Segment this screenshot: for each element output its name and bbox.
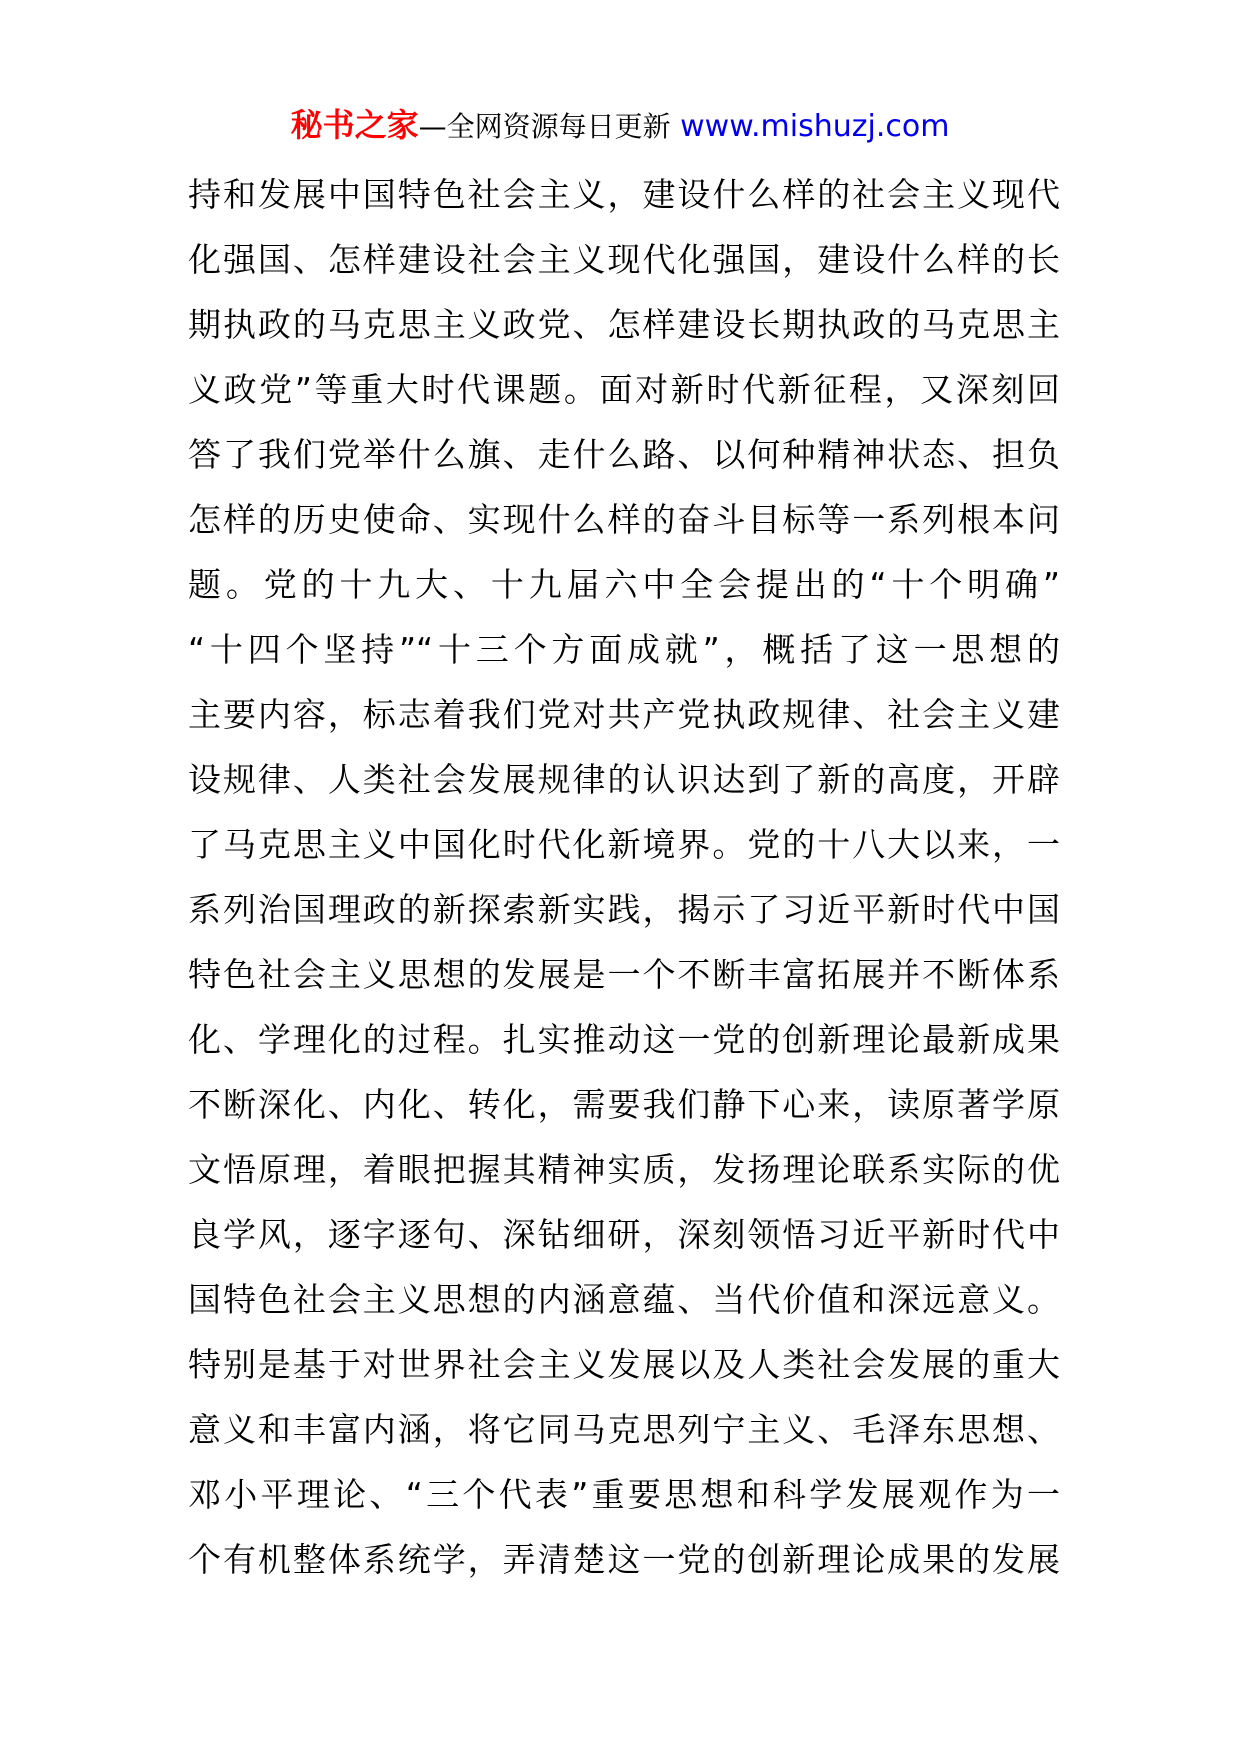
text-line: 国特色社会主义思想的内涵意蕴、当代价值和深远意义。: [188, 1280, 1060, 1319]
text-line: 主要内容，标志着我们党对共产党执政规律、社会主义建: [188, 695, 1060, 734]
text-line: 意义和丰富内涵，将它同马克思列宁主义、毛泽东思想、: [188, 1410, 1060, 1449]
text-line: 化、学理化的过程。扎实推动这一党的创新理论最新成果: [188, 1020, 1060, 1059]
text-line: 答了我们党举什么旗、走什么路、以何种精神状态、担负: [188, 435, 1060, 474]
text-line: 期执政的马克思主义政党、怎样建设长期执政的马克思主: [188, 305, 1060, 344]
text-line: 特别是基于对世界社会主义发展以及人类社会发展的重大: [188, 1345, 1060, 1384]
text-line: 了马克思主义中国化时代化新境界。党的十八大以来，一: [188, 825, 1060, 864]
text-line: 系列治国理政的新探索新实践，揭示了习近平新时代中国: [188, 890, 1060, 929]
text-line: 文悟原理，着眼把握其精神实质，发扬理论联系实际的优: [188, 1150, 1060, 1189]
text-line: 不断深化、内化、转化，需要我们静下心来，读原著学原: [188, 1085, 1060, 1124]
page-header: [0, 100, 1240, 150]
text-line: 个有机整体系统学，弄清楚这一党的创新理论成果的发展: [188, 1540, 1060, 1579]
text-line: 持和发展中国特色社会主义，建设什么样的社会主义现代: [188, 175, 1060, 214]
text-line: 义政党”等重大时代课题。面对新时代新征程，又深刻回: [188, 370, 1060, 409]
brand-name: 秘书之家: [290, 106, 419, 144]
body-text: [188, 162, 1060, 1592]
text-line: 设规律、人类社会发展规律的认识达到了新的高度，开辟: [188, 760, 1060, 799]
text-line: 怎样的历史使命、实现什么样的奋斗目标等一系列根本问: [188, 500, 1060, 539]
text-line: 特色社会主义思想的发展是一个不断丰富拓展并不断体系: [188, 955, 1060, 994]
site-url-link[interactable]: www.mishuzj.com: [680, 109, 950, 144]
text-line: 化强国、怎样建设社会主义现代化强国，建设什么样的长: [188, 240, 1060, 279]
text-line: 邓小平理论、“三个代表”重要思想和科学发展观作为一: [188, 1475, 1060, 1514]
text-line: “十四个坚持”“十三个方面成就”，概括了这一思想的: [188, 630, 1060, 669]
text-line: 题。党的十九大、十九届六中全会提出的“十个明确”: [188, 565, 1060, 604]
text-line: 良学风，逐字逐句、深钻细研，深刻领悟习近平新时代中: [188, 1215, 1060, 1254]
header-tagline: —全网资源每日更新: [418, 110, 671, 143]
